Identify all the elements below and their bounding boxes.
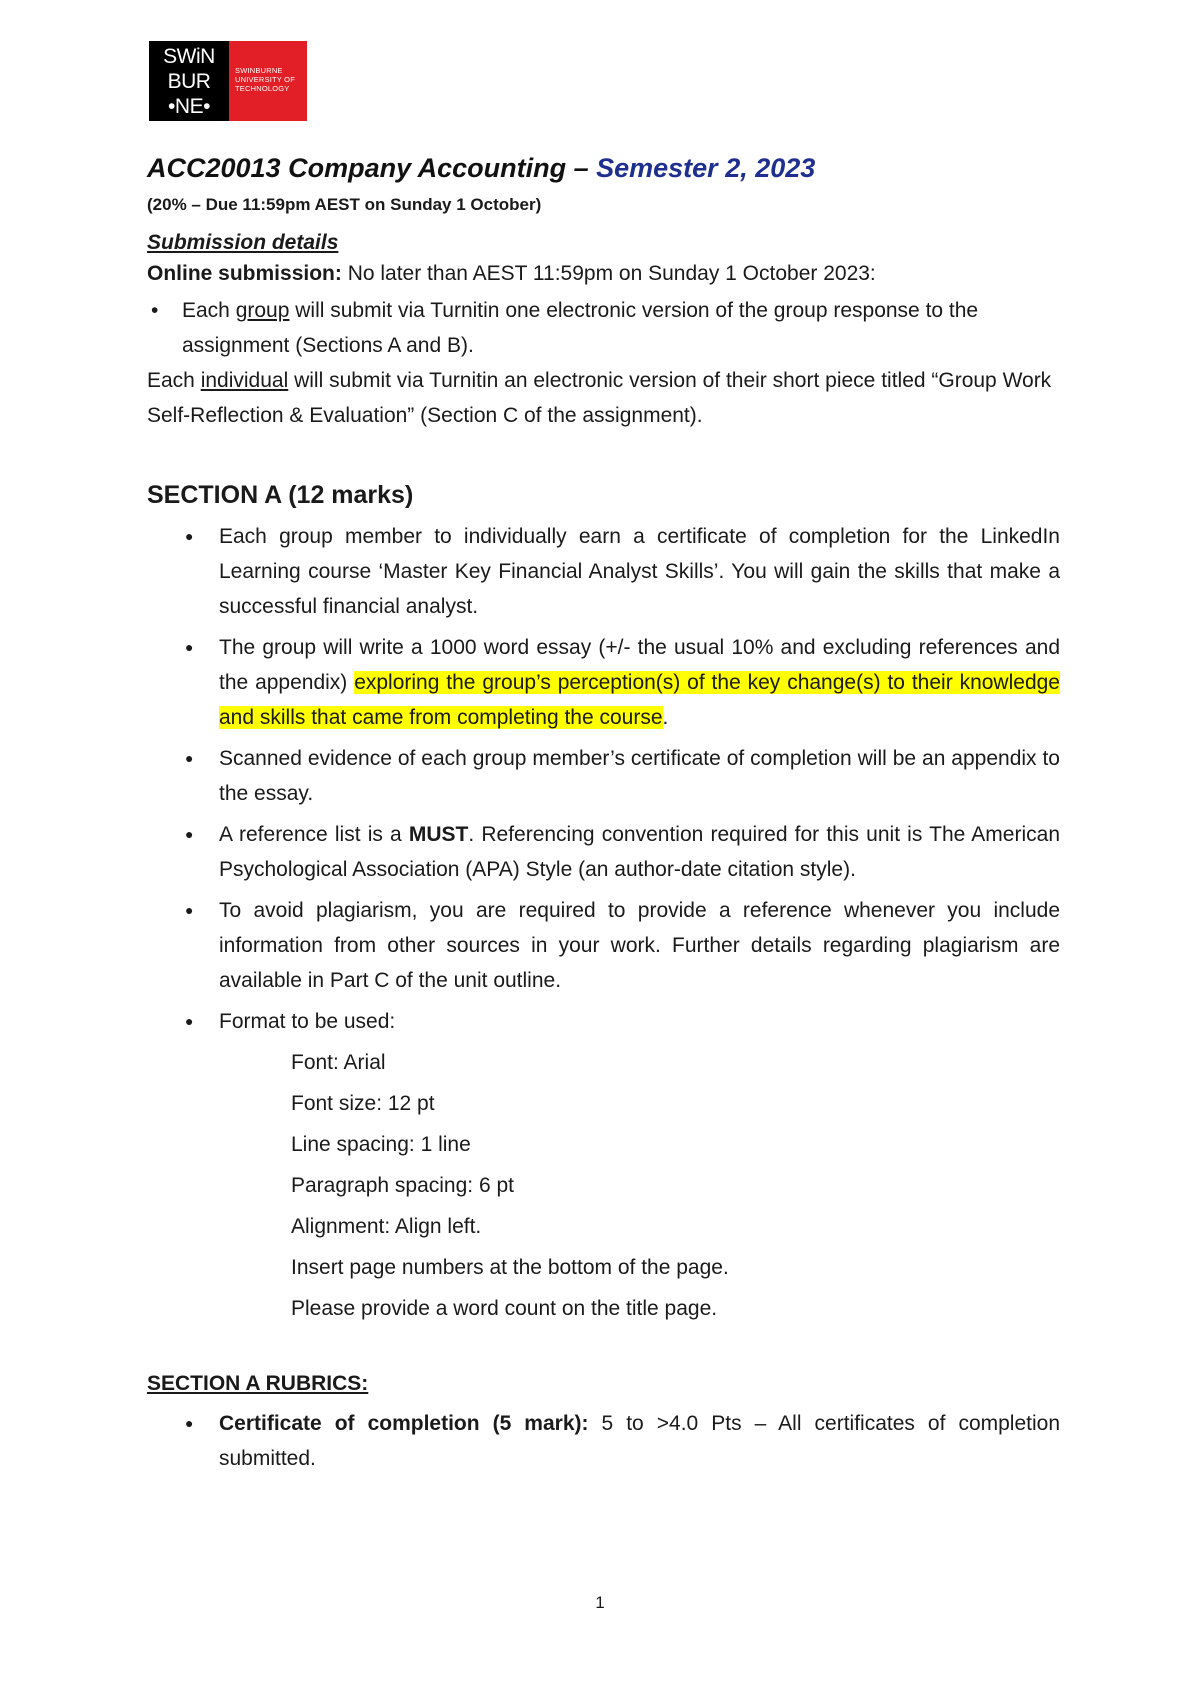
rubric-label: Certificate of completion (5 mark): (219, 1412, 589, 1435)
format-list (147, 1045, 1060, 1326)
list-item: ● Scanned evidence of each group member’s certificate of completion will be an appendix to the essay. (147, 741, 1060, 811)
list-item (147, 817, 1060, 887)
logo-subtext-1: SWINBURNE (235, 66, 283, 75)
swinburne-logo (149, 41, 307, 121)
group-item-pre: Each (182, 299, 236, 322)
document-content (147, 150, 1060, 1482)
logo-subtext-3: TECHNOLOGY (235, 84, 290, 93)
logo-line-1: SWiN (163, 45, 215, 68)
essay-text-end: . (662, 706, 669, 729)
list-item: ● Format to be used: (147, 1004, 1060, 1039)
format-alignment: Alignment: Align left. (291, 1215, 482, 1238)
individual-submission-paragraph (147, 363, 1060, 433)
section-a-rubrics-heading: SECTION A RUBRICS: (147, 1372, 369, 1395)
rubric-text: 5 to >4.0 Pts – All certificates of completion submitted. (219, 1412, 1061, 1470)
page-number: 1 (595, 1593, 605, 1612)
group-item-post: will submit via Turnitin one electronic version of the group response to the assignment (Sections A and B). (182, 299, 979, 357)
semester-label: Semester 2, 2023 (596, 153, 816, 183)
section-a-heading: SECTION A (12 marks) (147, 481, 414, 509)
online-submission-text: No later than AEST 11:59pm on Sunday 1 October 2023: (341, 262, 876, 285)
online-submission-label: Online submission: (147, 262, 342, 285)
individual-post: will submit via Turnitin an electronic version of their short piece titled “Group Work Self-Reflection & Evaluation” (Section C of the assignment). (147, 369, 1052, 427)
online-submission-paragraph (147, 256, 1060, 291)
highlighted-text: exploring the group’s perception(s) of the key change(s) to their knowledge and skills that came from completing the course (219, 671, 1060, 729)
essay-text: The group will write a 1000 word essay (+/- the usual 10% and excluding references and the appendix) (219, 636, 1060, 694)
reference-text-end: . Referencing convention required for this unit is The American Psychological Association (APA) Style (an author-date citation style). (219, 823, 1060, 881)
group-underlined: group (235, 299, 290, 322)
must-emphasis: MUST (408, 823, 469, 846)
logo-subtext-2: UNIVERSITY OF (235, 75, 295, 84)
rubrics-list (147, 1406, 1060, 1476)
format-page-numbers: Insert page numbers at the bottom of the page. (291, 1256, 729, 1279)
list-item: ● To avoid plagiarism, you are required to provide a reference whenever you include information from other sources in your work. Further details regarding plagiarism are available in Part C of the unit outline. (147, 893, 1060, 998)
list-item: ● Each group member to individually earn a certificate of completion for the LinkedIn Learning course ‘Master Key Financial Analyst Skills’. You will gain the skills that make a successful financial analyst. (147, 519, 1060, 624)
list-item (147, 1406, 1060, 1476)
due-line: (20% – Due 11:59pm AEST on Sunday 1 October) (147, 195, 542, 214)
submission-details-heading: Submission details (147, 231, 339, 254)
format-word-count: Please provide a word count on the title page. (291, 1297, 718, 1320)
individual-pre: Each (147, 369, 201, 392)
logo-line-3: •NE• (168, 95, 210, 118)
list-item (147, 630, 1060, 735)
individual-underlined: individual (200, 369, 289, 392)
reference-text: A reference list is a (219, 823, 409, 846)
format-font: Font: Arial (291, 1051, 386, 1074)
section-a-list (147, 519, 1060, 1039)
document-title (147, 150, 1060, 186)
submission-list (147, 293, 1060, 363)
group-submission-item (147, 293, 1060, 363)
course-title: ACC20013 Company Accounting – (147, 153, 597, 183)
logo-line-2: BUR (167, 70, 211, 93)
format-line-spacing: Line spacing: 1 line (291, 1133, 471, 1156)
format-paragraph-spacing: Paragraph spacing: 6 pt (291, 1174, 514, 1197)
logo-wordmark (149, 41, 229, 121)
format-font-size: Font size: 12 pt (291, 1092, 435, 1115)
logo-subtext (229, 41, 307, 121)
